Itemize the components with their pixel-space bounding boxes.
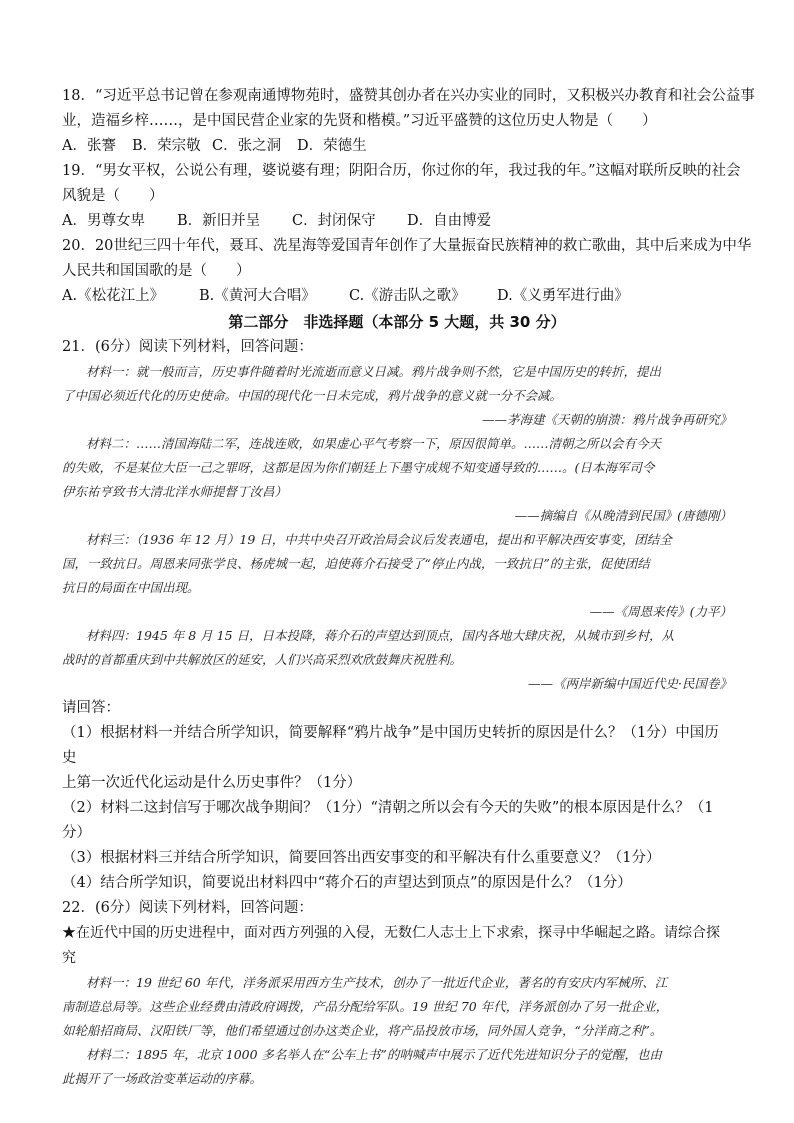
material-1-line-2: 南制造总局等。这些企业经费由清政府调拨，产品分配给军队。19 世纪 70 年代，洋务派创办了另一批企业， (62, 999, 669, 1014)
option-b: B．新旧并呈 (177, 213, 261, 229)
material-2-source: ——摘编自《从晚清到民国》(唐德刚） (514, 508, 732, 523)
question-19-line-2: 风貌是（ ） (62, 188, 164, 204)
question-19-options (62, 209, 732, 234)
material-2-line-3: 伊东祐亨致书大清北洋水师提督丁汝昌） (62, 484, 288, 499)
material-2-line-1: 材料二：1895 年，北京 1000 多名举人在“公车上书”的呐喊声中展示了近代先进知识分子的觉醒，也由 (86, 1047, 662, 1062)
sub-question-2: （2）材料二这封信写于哪次战争期间？（1分）“清朝之所以会有今天的失败”的根本原因是什么？（1分） (62, 800, 714, 841)
sub-question-4: （4）结合所学知识，简要说出材料四中“蒋介石的声望达到顶点”的原因是什么？（1分） (62, 875, 632, 891)
option-d: D.《义勇军进行曲》 (497, 288, 629, 304)
material-1-source: ——茅海建《天朝的崩溃：鸦片战争再研究》 (481, 412, 732, 427)
sub-question-3: （3）根据材料三并结合所学知识，简要回答出西安事变的和平解决有什么重要意义？（1分） (62, 850, 661, 866)
question-19 (62, 159, 741, 234)
material-1-line-1: 材料一：19 世纪 60 年代，洋务派采用西方生产技术，创办了一批近代企业，著名的有安庆内军械所、江 (86, 975, 668, 990)
material-3-line-3: 抗日的局面在中国出现。 (62, 580, 200, 595)
option-d: D．自由博爱 (407, 213, 492, 229)
material-3-source: ——《周恩来传》(力平） (589, 604, 732, 619)
sub-question-1-line-2: 上第一次近代化运动是什么历史事件？（1分） (62, 775, 362, 791)
option-c: C．封闭保守 (292, 213, 376, 229)
question-20-line-2: 人民共和国国歌的是（ ） (62, 263, 251, 279)
question-21 (62, 335, 732, 896)
question-18-options (62, 134, 732, 159)
option-a: A．男尊女卑 (62, 213, 145, 229)
material-3-line-2: 国，一致抗日。周恩来同张学良、杨虎城一起，迫使蒋介石接受了“停止内战，一致抗日”的主张，促使团结 (62, 556, 650, 571)
material-2-line-2: 此揭开了一场政治变革运动的序幕。 (62, 1071, 263, 1086)
material-4-line-2: 战时的首都重庆到中共解放区的延安，人们兴高采烈欢欣鼓舞庆祝胜利。 (62, 652, 463, 667)
material-1-line-3: 如轮船招商局、汉阳铁厂等，他们希望通过创办这类企业，将产品投放市场，同外国人竞争，“分洋商之利”。 (62, 1023, 663, 1038)
material-1-line-1: 材料一：就一般而言，历史事件随着时光流逝而意义日减。鸦片战争则不然，它是中国历史的转折，提出 (86, 364, 662, 379)
answer-prompt: 请回答： (62, 700, 120, 716)
material-4-line-1: 材料四：1945 年 8 月 15 日，日本投降，蒋介石的声望达到顶点，国内各地大肆庆祝，从城市到乡村，从 (86, 628, 675, 643)
question-19-line-1: 19．“男女平权，公说公有理，婆说婆有理；阴阳合历，你过你的年，我过我的年。”这幅对联所反映的社会 (62, 163, 741, 179)
question-20 (62, 234, 752, 309)
sub-question-1-line-1: （1）根据材料一并结合所学知识，简要解释“鸦片战争”是中国历史转折的原因是什么？（1分）中国历史 (62, 725, 719, 766)
question-20-line-1: 20．20世纪三四十年代，聂耳、冼星海等爱国青年创作了大量振奋民族精神的救亡歌曲，其中后来成为中华 (62, 238, 752, 254)
question-18 (62, 84, 755, 159)
option-b: B．荣宗敬 (132, 138, 201, 154)
option-c: C.《游击队之歌》 (349, 288, 466, 304)
material-3-line-1: 材料三：（1936 年 12 月）19 日，中共中央召开政治局会议后发表通电，提出和平解决西安事变，团结全 (86, 532, 672, 547)
material-1-line-2: 了中国必须近代化的历史使命。中国的现代化一日未完成，鸦片战争的意义就一分不会减。 (62, 388, 563, 403)
question-20-options (62, 284, 732, 309)
option-a: A.《松花江上》 (62, 288, 165, 304)
question-22 (62, 896, 732, 1091)
material-4-source: ——《两岸新编中国近代史·民国卷》 (528, 676, 732, 691)
section-2-title: 第二部分 非选择题（本部分 5 大题，共 30 分） (228, 313, 566, 331)
question-18-line-2: 业，造福乡梓……，是中国民营企业家的先贤和楷模。”习近平盛赞的这位历史人物是（ ） (62, 113, 657, 129)
question-22-lead: ★在近代中国的历史进程中，面对西方列强的入侵，无数仁人志士上下求索，探寻中华崛起之路。请综合探究 (62, 925, 720, 966)
option-a: A．张謇 (62, 138, 116, 154)
option-c: C．张之洞 (212, 138, 282, 154)
question-21-intro: 21．(6分）阅读下列材料，回答问题： (62, 339, 313, 355)
exam-page (62, 84, 755, 1091)
option-d: D．荣德生 (297, 138, 367, 154)
question-18-line-1: 18．“习近平总书记曾在参观南通博物苑时，盛赞其创办者在兴办实业的同时，又积极兴办教育和社会公益事 (62, 88, 755, 104)
option-b: B.《黄河大合唱》 (199, 288, 316, 304)
question-22-intro: 22．(6分）阅读下列材料，回答问题： (62, 900, 313, 916)
material-2-line-1: 材料二：……清国海陆二军，连战连败，如果虚心平气考察一下，原因很简单。……清朝之所以会有今天 (86, 436, 662, 451)
material-2-line-2: 的失败，不是某位大臣一己之罪呀，这都是因为你们朝廷上下墨守成规不知变通导致的……。(日本海军司令 (62, 460, 655, 475)
